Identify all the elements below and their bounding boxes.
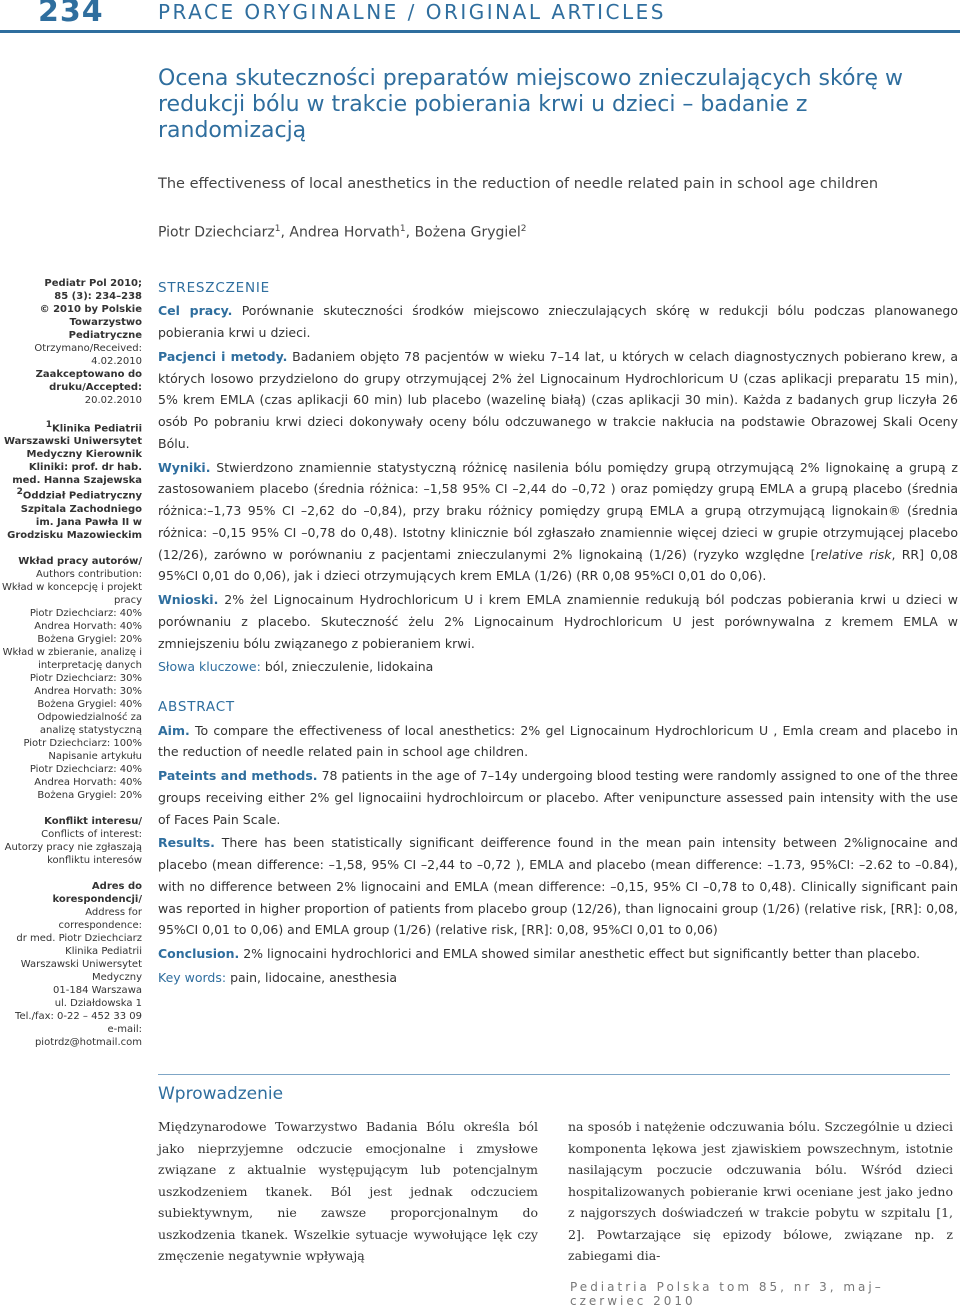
accepted-label: Zaakceptowano do druku/Accepted: [35, 369, 142, 393]
contribution-line: Bożena Grygiel: 40% [37, 698, 142, 710]
wnioski-paragraph: Wnioski. 2% żel Lignocainum Hydrochloricum U i krem EMLA znamiennie redukują ból podczas pobierania krwi u dzieci w porównaniu z placebo. Skuteczność żelu 2% Lignocainum Hydrochloricum U jest porównywalna z kremem EMLA w zmniejszeniu bólu związanego z pobieraniem krwi. [158, 592, 958, 651]
aim-paragraph: Aim. To compare the effectiveness of local anesthetics: 2% gel Lignocainum Hydrochloricum U , Emla cream and placebo in the reduction of needle related pain in school age children. [158, 722, 958, 760]
conflict-label-en: Conflicts of interest: [41, 828, 142, 840]
abstract-column [158, 277, 958, 991]
streszczenie-heading: STRESZCZENIE [158, 280, 270, 296]
slowa-kluczowe: Słowa kluczowe: ból, znieczulenie, lidokaina [158, 659, 434, 675]
title-english: The effectiveness of local anesthetics in the reduction of needle related pain in school age children [158, 176, 879, 192]
address-line: Warszawski Uniwersytet Medyczny [20, 958, 142, 983]
pacjenci-paragraph: Pacjenci i metody. Badaniem objęto 78 pacjentów w wieku 7–14 lat, u których w celach diagnostycznych pobierano krew, a których losowo przydzielono do grupy otrzymującej 2% żel Lignocainum Hydrochloricum U (czas aplikacji preparatu 15 min), 5% krem EMLA (czas aplikacji 60 min) lub placebo (wazelinę białą) (czas aplikacji 30 min). Każda z badanych grup liczyła 26 osób Po pobraniu krwi dzieci dokonywały oceny bólu odczuwanego w trakcie nakłucia na podstawie Obrazowej Skali Oceny Bólu. [158, 348, 958, 451]
contribution-list [0, 581, 142, 802]
wyniki-paragraph: Wyniki. Stwierdzono znamiennie statystyczną różnicę nasilenia bólu pomiędzy grupą otrzymującą 2% lignokainę a grupą z zastosowaniem placebo (średnia różnica: –1,58 95% CI –2,44 do –0,72 ) oraz pomiędzy grupą EMLA a grupą placebo (średnia różnica:–1,73 95% CI –2,62 do –0,84), przy braku różnicy pomiędzy grupą EMLA a grupą otrzymującą lignokain® (średnia różnica: –0,15 95% CI –0,78 do 0,48). Istotny klinicznie ból zgłaszało znamiennie więcej dzieci w grupie otrzymującej placebo (12/26), zarówno w porównaniu z pacjentami znieczulanymi 2% lignokainą (1/26) (ryzyko względne [relative risk, RR] 0,08 95%CI 0,01 do 0,06), jak i dzieci otrzymujących krem EMLA (1/26) (RR 0,08 95%CI 0,01 do 0,06). [158, 459, 959, 584]
conflict-text: Autorzy pracy nie zgłaszają konfliktu interesów [4, 841, 142, 866]
contribution-line: Andrea Horvath: 30% [34, 685, 142, 697]
header-rule [0, 30, 960, 33]
address-line: dr med. Piotr Dziechciarz [16, 932, 142, 944]
title-polish: Ocena skuteczności preparatów miejscowo znieczulających skórę w redukcji bólu w trakcie pobierania krwi u dzieci – badanie z randomizacją [158, 66, 903, 143]
received-date: 4.02.2010 [91, 356, 142, 367]
accepted-date: 20.02.2010 [84, 395, 142, 406]
address-label-en: Address for correspondence: [58, 906, 142, 931]
journal-volume: 85 (3): 234–238 [54, 291, 142, 302]
author-name: Bożena Grygiel [414, 224, 521, 241]
contribution-line: Piotr Dziechciarz: 40% [29, 607, 142, 619]
contribution-label-en: Authors contribution: [35, 568, 142, 580]
contribution-line: Piotr Dziechciarz: 30% [29, 672, 142, 684]
author-affiliation-marker: 2 [520, 224, 527, 234]
contribution-line: Andrea Horvath: 40% [34, 620, 142, 632]
key-words: Key words: pain, lidocaine, anesthesia [158, 969, 398, 985]
address-line: Tel./fax: 0-22 – 452 33 09 [15, 1010, 142, 1022]
author-name: Piotr Dziechciarz [158, 224, 275, 241]
affiliation-1: $^1$Klinika Pediatrii Warszawski Uniwersytet Medyczny Kierownik Kliniki: prof. dr hab. med. Hanna Szajewska [3, 420, 142, 487]
contribution-line: Andrea Horvath: 40% [34, 776, 142, 788]
page-number: 234 [38, 0, 104, 29]
address-line: 01-184 Warszawa [53, 984, 142, 996]
contribution-line: Piotr Dziechciarz: 100% [23, 737, 142, 749]
abstract-heading: ABSTRACT [158, 699, 235, 716]
contribution-line: Napisanie artykułu [48, 750, 142, 762]
conclusion-paragraph: Conclusion. 2% lignocaini hydrochlorici and EMLA showed similar anesthetic effect but significantly better than placebo. [158, 946, 921, 962]
intro-column-1: Międzynarodowe Towarzystwo Badania Bólu określa ból jako nieprzyjemne odczucie emocjonalne i zmysłowe związane z aktualnie występującym lub potencjalnym uszkodzeniem tkanek. Ból jest jednak odczuciem subiektywnym, nie zawsze proporcjonalnym do uszkodzenia tkanek. Wszelkie sytuacje wywołujące lęk czy zmęczenie negatywnie wpływają [158, 1119, 538, 1263]
intro-heading: Wprowadzenie [158, 1084, 284, 1104]
journal-footer: Pediatria Polska tom 85, nr 3, maj–czerwiec 2010 [570, 1280, 884, 1308]
contribution-line: Bożena Grygiel: 20% [37, 633, 142, 645]
author-affiliation-marker: 1 [274, 224, 281, 234]
results-paragraph: Results. There has been statistically significant deifference found in the mean pain intensity between 2%lignocaine and placebo (mean difference: –1,58, 95% CI –2,44 to –0,72 ), EMLA and placebo (mean difference: –1.73, 95%CI: –2.62 to –0.84), with no difference between 2% lignocaini and EMLA (mean difference: –0,15, 95% CI –0,78 to 0,48). Clinically significant pain was reported in higher proportion of patients from placebo group (12/26), than lignocaini group (1/26) (relative risk, [RR]: 0,08, 95%CI 0,01 to 0,06) and EMLA group (1/26) (relative risk, [RR]: 0,08, 95%CI 0,01 to 0,06) [158, 835, 958, 938]
intro-divider [158, 1074, 950, 1075]
contribution-line: Wkład w koncepcję i projekt pracy [2, 581, 142, 606]
contribution-label: Wkład pracy autorów/ [18, 555, 142, 567]
address-line: Klinika Pediatrii [65, 945, 142, 957]
author-affiliation-marker: 1 [399, 224, 406, 234]
article-metadata-sidebar [0, 277, 142, 1049]
contribution-line: Odpowiedzialność za analizę statystyczną [37, 711, 142, 736]
contribution-line: Wkład w zbieranie, analizę i interpretację danych [2, 646, 142, 671]
author-list: Piotr Dziechciarz$^1$, Andrea Horvath$^1$, Bożena Grygiel$^2$ [158, 224, 527, 241]
conflict-label: Konflikt interesu/ [44, 815, 142, 827]
contribution-line: Bożena Grygiel: 20% [37, 789, 142, 801]
address-label: Adres do korespondencji/ [52, 880, 142, 905]
contribution-line: Piotr Dziechciarz: 40% [29, 763, 142, 775]
section-header: PRACE ORYGINALNE / ORIGINAL ARTICLES [158, 0, 666, 24]
copyright: © 2010 by Polskie Towarzystwo Pediatryczne [39, 304, 142, 341]
intro-column-2: na sposób i natężenie odczuwania bólu. Szczególnie u dzieci komponenta lękowa jest zjawiskiem powszechnym, istotnie nasilającym poczucie odczuwania bólu. Wśród dzieci hospitalizowanych pobieranie krwi oceniane jest jako jedno z najgorszych doświadczeń w trakcie pobytu w szpitalu [1, 2]. Powtarzające się epizody bólowe, związane np. z zabiegami dia- [568, 1119, 953, 1263]
address-line: e-mail: piotrdz@hotmail.com [34, 1023, 142, 1048]
author-name: Andrea Horvath [289, 224, 400, 241]
address-block [0, 932, 142, 1049]
affiliation-2: $^2$Oddział Pediatryczny Szpitala Zachodniego im. Jana Pawła II w Grodzisku Mazowieckim [7, 487, 142, 541]
journal-citation: Pediatr Pol 2010; [44, 278, 142, 289]
address-line: ul. Działdowska 1 [54, 997, 142, 1009]
cel-paragraph: Cel pracy. Porównanie skuteczności środków miejscowo znieczulających skórę w redukcji bólu podczas planowanego pobierania krwi u dzieci. [158, 303, 959, 341]
received-label: Otrzymano/Received: [34, 343, 142, 354]
patients-paragraph: Pateints and methods. 78 patients in the age of 7–14y undergoing blood testing were randomly assigned to one of the three groups receiving either 2% gel lignocaiini hydrochloircum or placebo. After venipuncture assessed pain intensity with the use of Faces Pain Scale. [158, 768, 958, 827]
